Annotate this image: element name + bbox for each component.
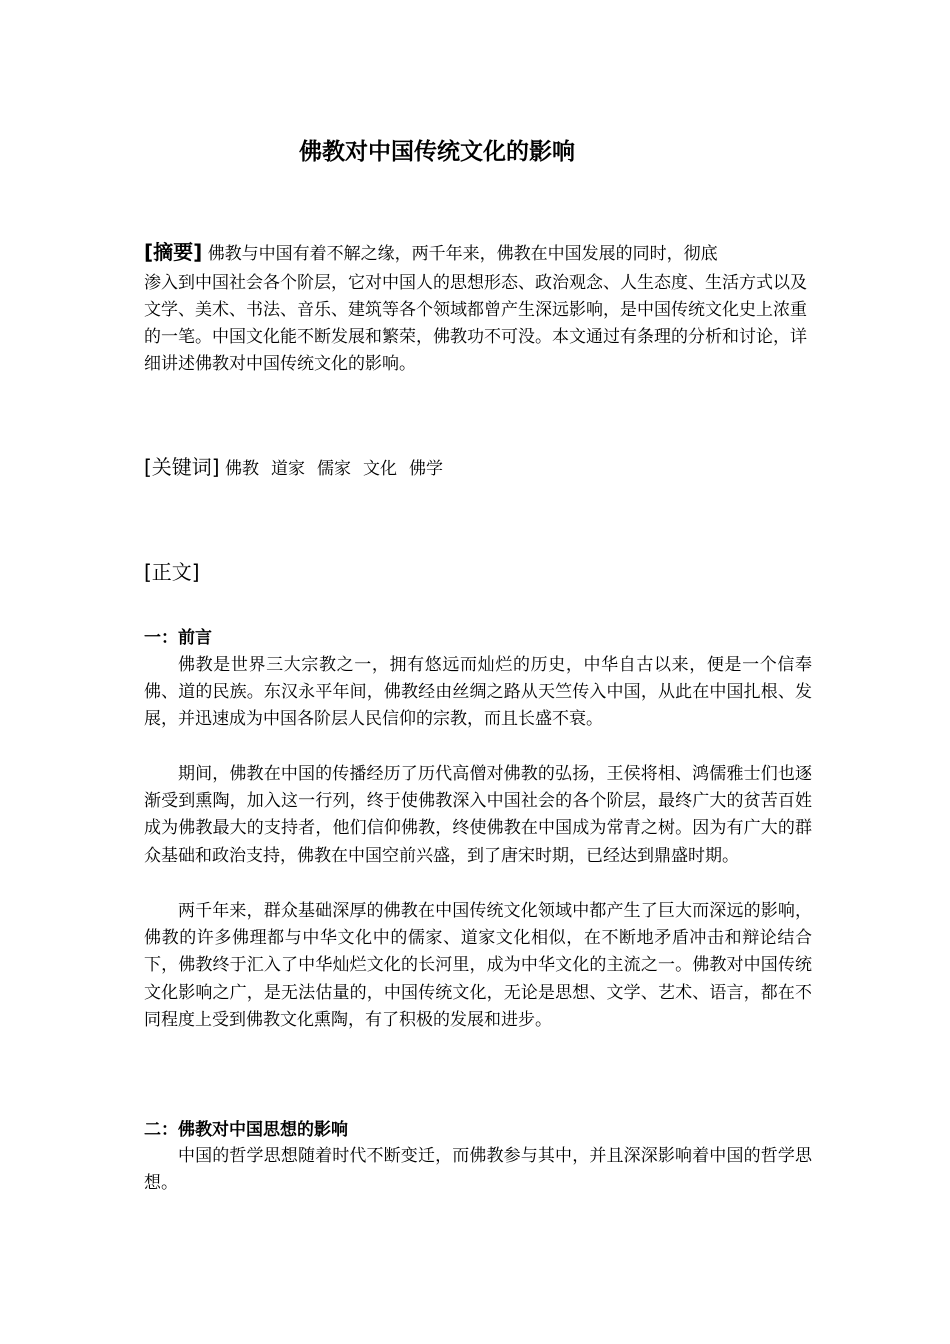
body-label: [正文] [144,560,200,584]
keyword: 佛学 [409,459,444,479]
keywords [144,451,812,485]
section1-paragraph: 两千年来，群众基础深厚的佛教在中国传统文化领域中都产生了巨大而深远的影响，佛教的许多佛理都与中华文化中的儒家、道家文化相似，在不断地矛盾冲击和辩论结合下，佛教终于汇入了中华灿烂文化的长河里，成为中华文化的主流之一。佛教对中国传统文化影响之广，是无法估量的，中国传统文化，无论是思想、文学、艺术、语言，都在不同程度上受到佛教文化熏陶，有了积极的发展和进步。 [144,901,812,1030]
section1-heading: 一：前言 [144,628,212,648]
keyword: 佛教 [225,459,260,479]
section2-heading: 二：佛教对中国思想的影响 [144,1120,348,1140]
section1-paragraph: 期间，佛教在中国的传播经历了历代高僧对佛教的弘扬，王侯将相、鸿儒雅士们也逐渐受到熏陶，加入这一行列，终于使佛教深入中国社会的各个阶层，最终广大的贫苦百姓成为佛教最大的支持者，他们信仰佛教，终使佛教在中国成为常青之树。因为有广大的群众基础和政治支持，佛教在中国空前兴盛，到了唐宋时期，已经达到鼎盛时期。 [144,764,812,866]
keyword: 道家 [271,459,306,479]
abstract-first-line [144,236,812,270]
abstract-line1: 佛教与中国有着不解之缘，两千年来，佛教在中国发展的同时，彻底 [207,244,718,264]
document-title: 佛教对中国传统文化的影响 [299,139,575,165]
keywords-label: [关键词] [144,455,220,479]
section2-paragraph: 中国的哲学思想随着时代不断变迁，而佛教参与其中，并且深深影响着中国的哲学思想。 [144,1146,812,1194]
keyword: 文化 [363,459,398,479]
abstract [144,236,812,378]
keyword: 儒家 [317,459,352,479]
abstract-label: [摘要] [144,240,203,264]
section1-paragraph: 佛教是世界三大宗教之一，拥有悠远而灿烂的历史，中华自古以来，便是一个信奉佛、道的民族。东汉永平年间，佛教经由丝绸之路从天竺传入中国，从此在中国扎根、发展，并迅速成为中国各阶层人民信仰的宗教，而且长盛不衰。 [144,655,812,730]
abstract-text: 渗入到中国社会各个阶层，它对中国人的思想形态、政治观念、人生态度、生活方式以及文学、美术、书法、音乐、建筑等各个领域都曾产生深远影响，是中国传统文化史上浓重的一笔。中国文化能不断发展和繁荣，佛教功不可没。本文通过有条理的分析和讨论，详细讲述佛教对中国传统文化的影响。 [144,273,807,374]
